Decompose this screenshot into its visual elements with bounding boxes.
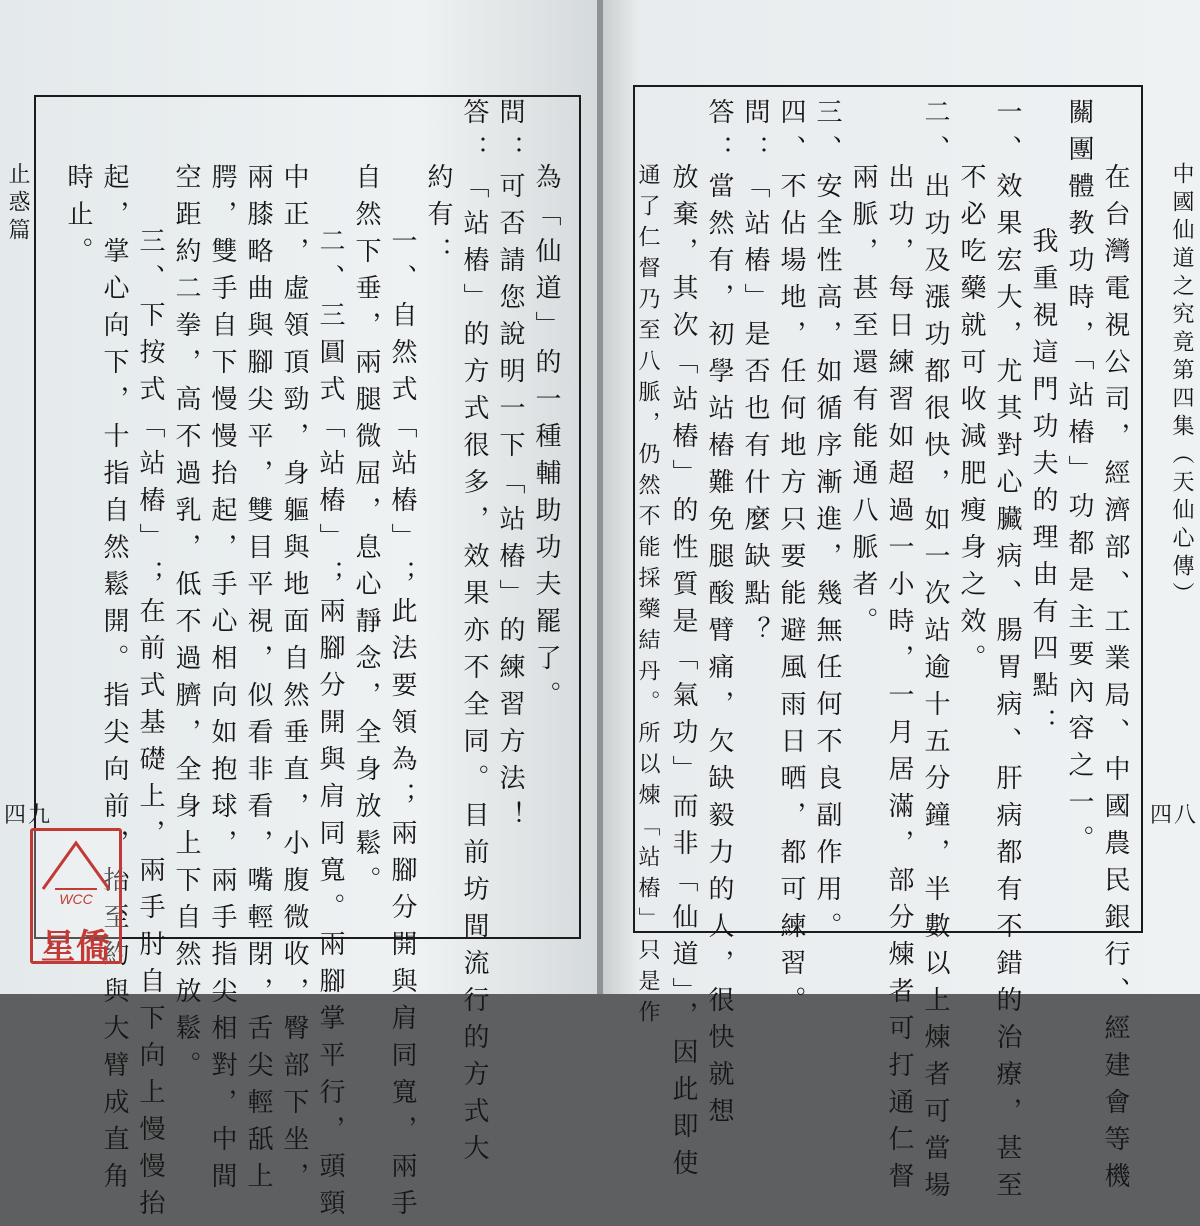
- left-col-1: 為「仙道」的一種輔助功夫罷了。: [531, 163, 561, 718]
- left-col-4: 約有：: [423, 163, 453, 274]
- left-col-11: 空距約二拳，高不過乳，低不過臍，全身上下自然放鬆。: [171, 163, 201, 1088]
- left-col-8: 中正，虛領頂勁，身軀與地面自然垂直，小腹微收，臀部下坐，: [279, 163, 309, 1199]
- right-col-9: 三、安全性高，如循序漸進，幾無任何不良副作用。: [812, 98, 842, 949]
- right-col-7: 出功，每日練習如超過一小時，一月居滿，部分煉者可打通仁督: [884, 163, 914, 1199]
- right-col-6: 二、出功及漲功都很快，如一次站逾十五分鐘，半數以上煉者可當場: [920, 98, 950, 1208]
- house-roof-icon: [33, 835, 119, 895]
- left-col-10: 腭，雙手自下慢慢抬起，手心相向如抱球，兩手指尖相對，中間: [207, 163, 237, 1199]
- left-col-7: 二、三圓式「站樁」；兩腳分開與肩同寬。兩腳掌平行，頭頸: [315, 227, 345, 1226]
- left-col-3: 答：「站樁」的方式很多，效果亦不全同。目前坊間流行的方式大: [459, 98, 489, 1171]
- left-col-6: 自然下垂，兩腿微屈，息心靜念，全身放鬆。: [351, 163, 381, 903]
- left-col-13: 起，掌心向下，十指自然鬆開。指尖向前，抬至約與大臂成直角: [99, 163, 129, 1199]
- right-col-4: 一、效果宏大，尤其對心臟病、腸胃病、肝病都有不錯的治療，甚至: [992, 98, 1022, 1208]
- right-col-2: 關團體教功時，「站樁」功都是主要內容之一。: [1064, 98, 1094, 862]
- right-running-head: 中國仙道之究竟第四集（天仙心傳）: [1169, 162, 1194, 610]
- left-page-number: 四九: [4, 803, 53, 828]
- right-col-1: 在台灣電視公司，經濟部、工業局、中國農民銀行、經建會等機: [1100, 163, 1130, 1199]
- right-col-5: 不必吃藥就可收減肥瘦身之效。: [956, 163, 986, 681]
- watermark-latin: WCC: [59, 891, 93, 907]
- right-col-14: 通了仁督乃至八脈，仍然不能採藥結丹。所以煉「站樁」只是作: [635, 163, 660, 1031]
- left-col-12: 三、下按式「站樁」；在前式基礎上，兩手肘自下向上慢慢抬: [135, 227, 165, 1226]
- right-col-3: 我重視這門功夫的理由有四點：: [1028, 227, 1058, 745]
- left-col-2: 問：可否請您說明一下「站樁」的練習方法！: [495, 98, 525, 838]
- right-col-8: 兩脈，甚至還有能通八脈者。: [848, 163, 878, 644]
- left-col-14: 時止。: [63, 163, 93, 274]
- right-col-11: 問：「站樁」是否也有什麼缺點？: [740, 98, 770, 653]
- right-col-13: 放棄，其次「站樁」的性質是「氣功」而非「仙道」，因此即使: [668, 163, 698, 1186]
- right-col-12: 答：當然有，初學站樁難免腿酸臂痛，欠缺毅力的人，很快就想: [704, 98, 734, 1134]
- left-col-9: 兩膝略曲與腳尖平，雙目平視，似看非看，嘴輕閉，舌尖輕舐上: [243, 163, 273, 1199]
- left-section-title: 止惑篇: [5, 162, 30, 246]
- left-col-5: 一、自然式「站樁」；此法要領為；兩腳分開與肩同寬，兩手: [387, 227, 417, 1226]
- watermark-stamp: [30, 828, 122, 967]
- right-col-10: 四、不佔場地，任何地方只要能避風雨日晒，都可練習。: [776, 98, 806, 1023]
- watermark-name: 星僑: [41, 927, 111, 967]
- right-page-number: 四八: [1150, 803, 1199, 828]
